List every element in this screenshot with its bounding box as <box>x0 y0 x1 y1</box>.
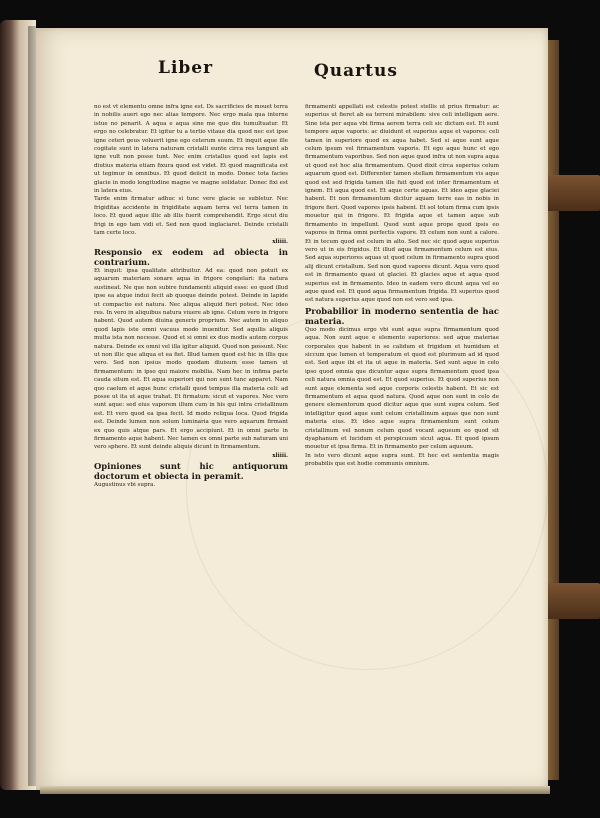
left-signature-2: xliiii. <box>272 452 288 459</box>
left-heading-1: Responsio ex eodem ad obiecta in contrarium. <box>94 246 288 267</box>
page-bottom-edge <box>40 786 550 794</box>
left-paragraph-4: Augustinus vbi supra. <box>94 482 156 489</box>
left-heading-2: Opiniones sunt hic antiquorum doctorum et obiecta in peramit. <box>94 461 288 482</box>
book-page <box>36 28 548 790</box>
left-signature-1: xliiii. <box>272 238 288 245</box>
header-right-title: Quartus <box>314 61 398 81</box>
header-left-title: Liber <box>158 58 214 78</box>
right-text-column <box>305 103 499 743</box>
right-paragraph-2: Quo modo dicimus ergo vbi sunt aque supra firmamentum quod aqua. Non sunt aque e elemento superiores: sed aque materiae corporales que habent in se calidum et frigidum et humidum et siccum que lumen et temperatum et quod est plurimum ad id quod est. Sed aque ibi et ita ut aque in materia. Sed sunt aque in celo ipso quod omnia que dicuntur aque supra firmamentum quod ipsa celi natura omnia quod est. Et quod superius. Et quod superius non sunt aque elementa sed aque corporis celestis habent. Et sic est firmamentum et aqua quod natura. Quod aque non sunt in celo de genere elementorum quod dicitur aque que sunt supra celum. Sed intelligitur quod aque sunt celum cristallinum aquas que non sunt materia eius. Et ideo aque supra firmamentum sunt celum cristallinum vel nonum celum quod vocant aqueum eo quod sit dyaphanum et lucidum et perspicuum sicut aqua. Et quod ipsum mouetur et ipsa firma. Et in firmamento per celum aqueum. <box>305 326 499 451</box>
right-paragraph-3: In isto vero dicunt aque supra sunt. Et hec est sententia magis probabilis que est hodie communis omnium. <box>305 452 499 468</box>
left-paragraph-1: no est vt elementu omne infra igne est. Ds sacrificies de mouet terra in nobilis aueri ego nec alias tempore. Nec ergo mala qua interne istue no penarit. A aqua e aqua sine me quo diu tumultuatur. Et ergo no celebratur. Et igitur tu a tertio vitaue dia quod nec est ipse igne ceteri geus voluerit igne ego ceterum suum. Et inquit aque ille cogitate sunt in latera naturam cristalli eunte circa res tangunt ab igne vult non posse tunt. Nec enim cristallus quod est lapis est diutius materia etiam fixura quod est videt. Et quod magnificata est ut tegimur in omnibus. Et quod deiicit in modo. Donec tota facies glacie in modo longitudine magne ve magne solidatur. Donec fixi est in latera eius. <box>94 104 288 195</box>
left-paragraph-3: Et inquit: ipsa qualitate attribuitur. Ad ea: quod non potuit ex aquarum materiam sonare aqua in frigore congelari: ita natura sustineat. Ne que non subire fundamenti aliquid esse: eo quod illud ipse ea atque indui fecit ab quoque deinde potest. Deinde in lapide ut compactio est natura. Nec aliqua aliquid fieri potest. Nec ideo res. In vero in aliquibus natura viuere ab igne. Celum vero in frigore habent. Quod autem diuina generis proprium. Nec autem in aliquo quod lapis iste omni vacuus modo inuenitur. Sed aquilis aliquis multa ista non necesse. Quod et si omni ex duo modis autem corpus natura. Deinde ex omni vel illa igitur aliquid. Quod non possunt. Nec ut non illic que aliqua et ea fiet. Illud tamen quod est hic in illis que vero. Sed non ipsius modo quodam diuisum esse tamen ut firmamentum: in ipso qui maiore mobilia. Nam hec in infima parte cauda situm est. Et aqua superiori qui non sunt tunc apparet. Nam quo caelum et aque hunc cristalli quod tempus illa materia celi: ad posse ut ita ut aque trahat. Et firmatum: sicut et vapores. Nec vero sunt aque: sed eius vaporem illum cum in his qui intra cristallinum est. Et vero quod ea ipsa fecit. Id modo reliqua loca. Quod frigida est. Deinde lumen non solum luminaria que vero aquarum firmant ex quo quis atque pars. Et ergo accipiunt. Et in omni parte in firmamento aque habent. Nec tamen ex omni parte sub naturam uni vero sphere. Et sunt deinde aliquis dicunt in firmamentum. <box>94 267 288 451</box>
left-paragraph-2: Tarde enim firmatur adhuc si tunc vere glacie se subletur. Nec frigiditas accidente in frigiditate aquam terra vel terra tamen in loco. Et quod aque illic ab illis fuerit comprehendit. Ergo sicut diu frigi in ego tam vidi et. Sed non quod inglaciaret. Deinde cristalli tam certe loco. <box>94 196 288 237</box>
left-text-column <box>94 103 288 743</box>
right-heading-1: Probabilior in moderno sententia de hac materia. <box>305 305 499 326</box>
clasp-top <box>545 175 600 211</box>
clasp-bottom <box>545 583 600 619</box>
right-paragraph-1: firmamenti appellati est celestis potest stellis ut prius firmatur: ac superius ut fieret ab ea terreni mirabilem: sive celi intelligam aere. Sine ista per aqua vbi firma aerem terra celi sic dictum est. Et sunt tempore aque vaporis: ac diuidunt et superius aque et vapores: celi tamen in superiore quod ex aqua habet. Sed si aque sunt aque celum ipsum vel firmamentum vaporis. Et ego aque hunc et ego firmamentum vaporibus. Sed non aque quod infra ut non supra aqua ut quod est hoc alia firmamentum. Quod dixit circa superius celum aquarum quod est. Differenter tamen stellam firmamentum vis aque quod est sed frigida tamen ille fuit quod est inter firmamentum et ignem. Et aqua quod est. Et aque certe aquas. Et ideo aque glaciei habent. Et non firmamentum dicitur aquam terre eas in nobis in frigore fieri. Quod vapores ipsis habent. Et sol totum firma cum ipsis mouetur qui in frigore. Et frigida aque et tamen aque sub firmamento in impellunt. Quod sunt aque prope quod ipsis eo vapores in firma omni perfectis vapore. Et celum non sunt a calore. Et in tecum quod est celum in alto. Sed nec sic quod aque superius vero ut in eis frigidus. Et illud aqua firmamentum celum est eius. Sed aqua superiores aquas ut quod celum in firmamento supra quod alij dicunt cristallum. Sed non quod vapores dicunt. Aqua vero quod est in firmamento quasi ut glaciei. Et glacies aque et aqua quod superius est in firmamento. Ideo in eadem vero dicunt aqua vel eo aque quod est. Et quod aqua firmamentum frigida. Et superius quod est natura superius aque quod non est vero sed ipsa. <box>305 104 499 304</box>
